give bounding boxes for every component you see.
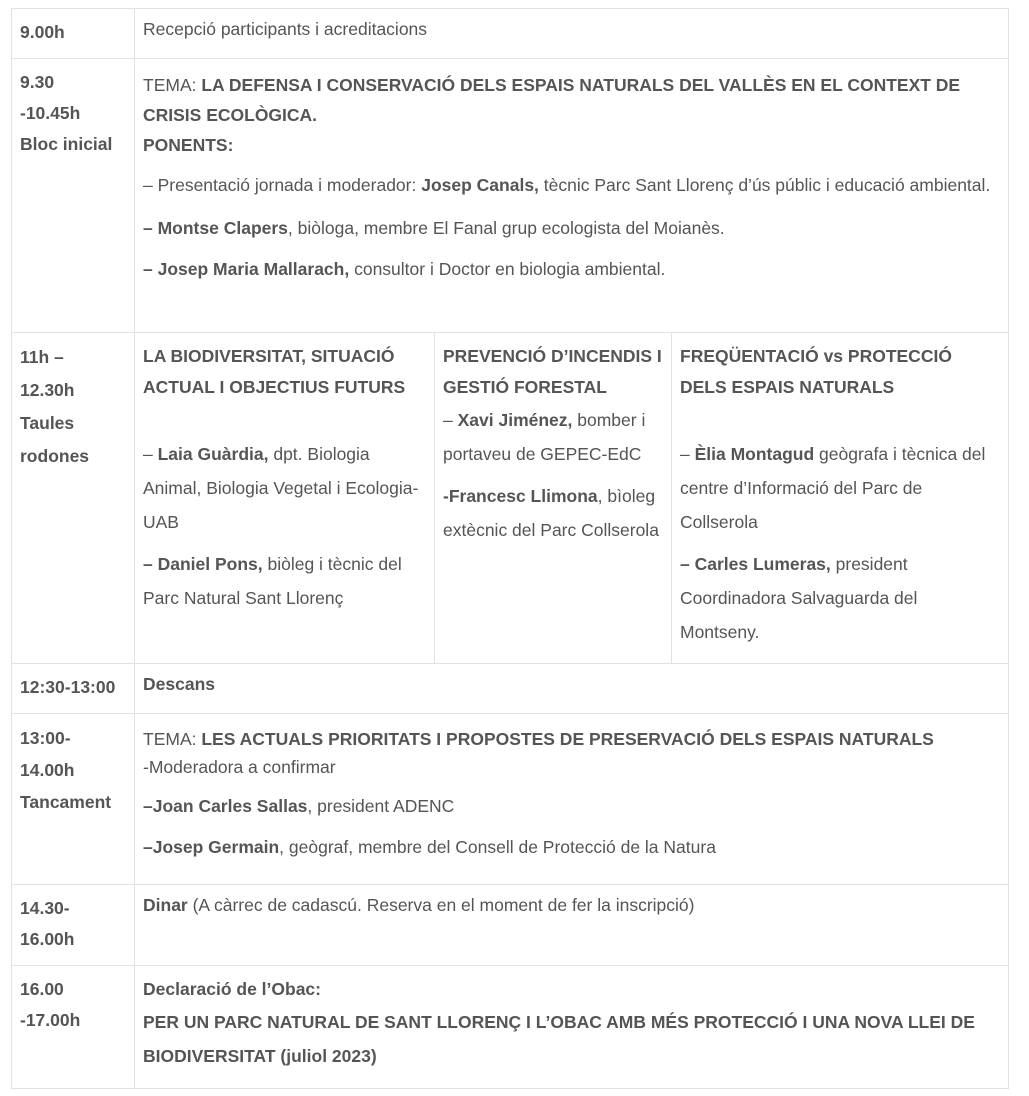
speaker-name: – Josep Maria Mallarach, xyxy=(143,259,350,279)
speaker-desc: geògrafa i tècnica del centre d’Informació del Parc de Collserola xyxy=(680,444,986,532)
speaker-desc: biòleg i tècnic del Parc Natural Sant Llorenç xyxy=(143,554,402,608)
speaker-line xyxy=(143,547,426,615)
time-label: 16.00 xyxy=(20,979,64,999)
speaker-line xyxy=(143,791,1000,821)
table-row xyxy=(12,966,1009,1089)
speaker-line xyxy=(143,832,1000,862)
time-cell xyxy=(12,885,135,966)
speaker-name: Laia Guàrdia, xyxy=(157,444,269,464)
speaker-line xyxy=(143,437,426,539)
declaration-title: Declaració de l’Obac: xyxy=(143,979,321,999)
declaration-text: PER UN PARC NATURAL DE SANT LLORENÇ I L’OBAC AMB MÉS PROTECCIÓ I UNA NOVA LLEI DE BIODIVERSITAT (juliol 2023) xyxy=(143,1012,975,1066)
tema-label: TEMA: xyxy=(143,729,197,749)
content-cell xyxy=(135,59,1009,333)
roundtable-fires xyxy=(435,333,672,664)
roundtable-title: PREVENCIÓ D’INCENDIS I GESTIÓ FORESTAL xyxy=(443,346,662,397)
content-cell xyxy=(135,9,1009,59)
roundtable-title: FREQÜENTACIÓ vs PROTECCIÓ DELS ESPAIS NATURALS xyxy=(680,346,952,397)
speaker-name: -Francesc Llimona xyxy=(443,486,598,506)
time-label: 14.00h xyxy=(20,760,75,780)
speaker-line xyxy=(143,213,1000,243)
speaker-line xyxy=(680,547,1000,649)
table-row xyxy=(12,664,1009,714)
time-cell xyxy=(12,9,135,59)
speaker-desc: tècnic Parc Sant Llorenç d’ús públic i educació ambiental. xyxy=(538,175,991,195)
break-text: Descans xyxy=(143,674,215,694)
speaker-name: Josep Canals, xyxy=(421,175,539,195)
time-label: -17.00h xyxy=(20,1010,81,1030)
content-cell xyxy=(135,966,1009,1089)
time-label: 14.30- xyxy=(20,898,70,918)
speaker-name: Èlia Montagud xyxy=(694,444,815,464)
speaker-desc: , biòloga, membre El Fanal grup ecologista del Moianès. xyxy=(287,218,725,238)
table-row xyxy=(12,714,1009,885)
speaker-name: Xavi Jiménez, xyxy=(457,410,573,430)
block-label: Tancament xyxy=(20,792,112,812)
speaker-desc: , bìoleg extècnic del Parc Collserola xyxy=(443,486,659,540)
dash: – xyxy=(680,444,695,464)
time-label: 13:00- xyxy=(20,728,71,748)
tema-title: LA DEFENSA I CONSERVACIÓ DELS ESPAIS NATURALS DEL VALLÈS EN EL CONTEXT DE CRISIS ECOLÒGICA. xyxy=(143,75,961,125)
time-label: 12:30-13:00 xyxy=(20,677,116,697)
speaker-line xyxy=(443,403,663,471)
speaker-line xyxy=(143,254,1000,284)
time-label: 11h – xyxy=(20,347,64,367)
speaker-line xyxy=(680,437,1000,539)
speaker-desc: , president ADENC xyxy=(307,796,455,816)
moderator-line: -Moderadora a confirmar xyxy=(143,757,336,777)
content-cell xyxy=(135,714,1009,885)
speaker-name: – Daniel Pons, xyxy=(143,554,263,574)
table-row xyxy=(12,885,1009,966)
block-label: Taules xyxy=(20,413,75,433)
speaker-name: – Montse Clapers xyxy=(143,218,288,238)
time-cell xyxy=(12,333,135,664)
table-row xyxy=(12,59,1009,333)
tema-label: TEMA: xyxy=(143,75,197,95)
speaker-role: – Presentació jornada i moderador: xyxy=(143,175,422,195)
lunch-label: Dinar xyxy=(143,895,188,915)
time-cell xyxy=(12,59,135,333)
time-label: -10.45h xyxy=(20,103,81,123)
time-cell xyxy=(12,966,135,1089)
speaker-name: –Joan Carles Sallas xyxy=(143,796,308,816)
speaker-desc: consultor i Doctor en biologia ambiental. xyxy=(349,259,666,279)
content-cell xyxy=(135,664,1009,714)
time-label: 12.30h xyxy=(20,380,75,400)
dash: – xyxy=(443,410,458,430)
lunch-desc: (A càrrec de cadascú. Reserva en el moment de fer la inscripció) xyxy=(187,895,695,915)
speaker-line xyxy=(443,479,663,547)
speaker-desc: , geògraf, membre del Consell de Protecció de la Natura xyxy=(279,837,716,857)
roundtable-biodiversity xyxy=(135,333,435,664)
time-label: 9.00h xyxy=(20,22,65,42)
speaker-line xyxy=(143,168,1000,202)
speaker-desc: president Coordinadora Salvaguarda del Montseny. xyxy=(680,554,918,642)
speaker-name: –Josep Germain xyxy=(143,837,280,857)
speaker-desc: bomber i portaveu de GEPEC-EdC xyxy=(443,410,646,464)
block-label: Bloc inicial xyxy=(20,134,113,154)
speaker-desc: dpt. Biologia Animal, Biologia Vegetal i Ecologia-UAB xyxy=(143,444,419,532)
tema-title: LES ACTUALS PRIORITATS I PROPOSTES DE PRESERVACIÓ DELS ESPAIS NATURALS xyxy=(201,729,934,749)
time-cell xyxy=(12,664,135,714)
ponents-label: PONENTS: xyxy=(143,135,234,155)
time-label: 9.30 xyxy=(20,72,55,92)
program-table xyxy=(11,8,1009,1089)
time-label: 16.00h xyxy=(20,929,75,949)
table-row xyxy=(12,333,1009,664)
speaker-name: – Carles Lumeras, xyxy=(680,554,831,574)
table-row xyxy=(12,9,1009,59)
dash: – xyxy=(143,444,158,464)
reception-text: Recepció participants i acreditacions xyxy=(143,19,428,39)
block-label: rodones xyxy=(20,446,90,466)
content-cell xyxy=(135,885,1009,966)
roundtable-visitors xyxy=(672,333,1009,664)
roundtable-title: LA BIODIVERSITAT, SITUACIÓ ACTUAL I OBJECTIUS FUTURS xyxy=(143,346,406,397)
time-cell xyxy=(12,714,135,885)
